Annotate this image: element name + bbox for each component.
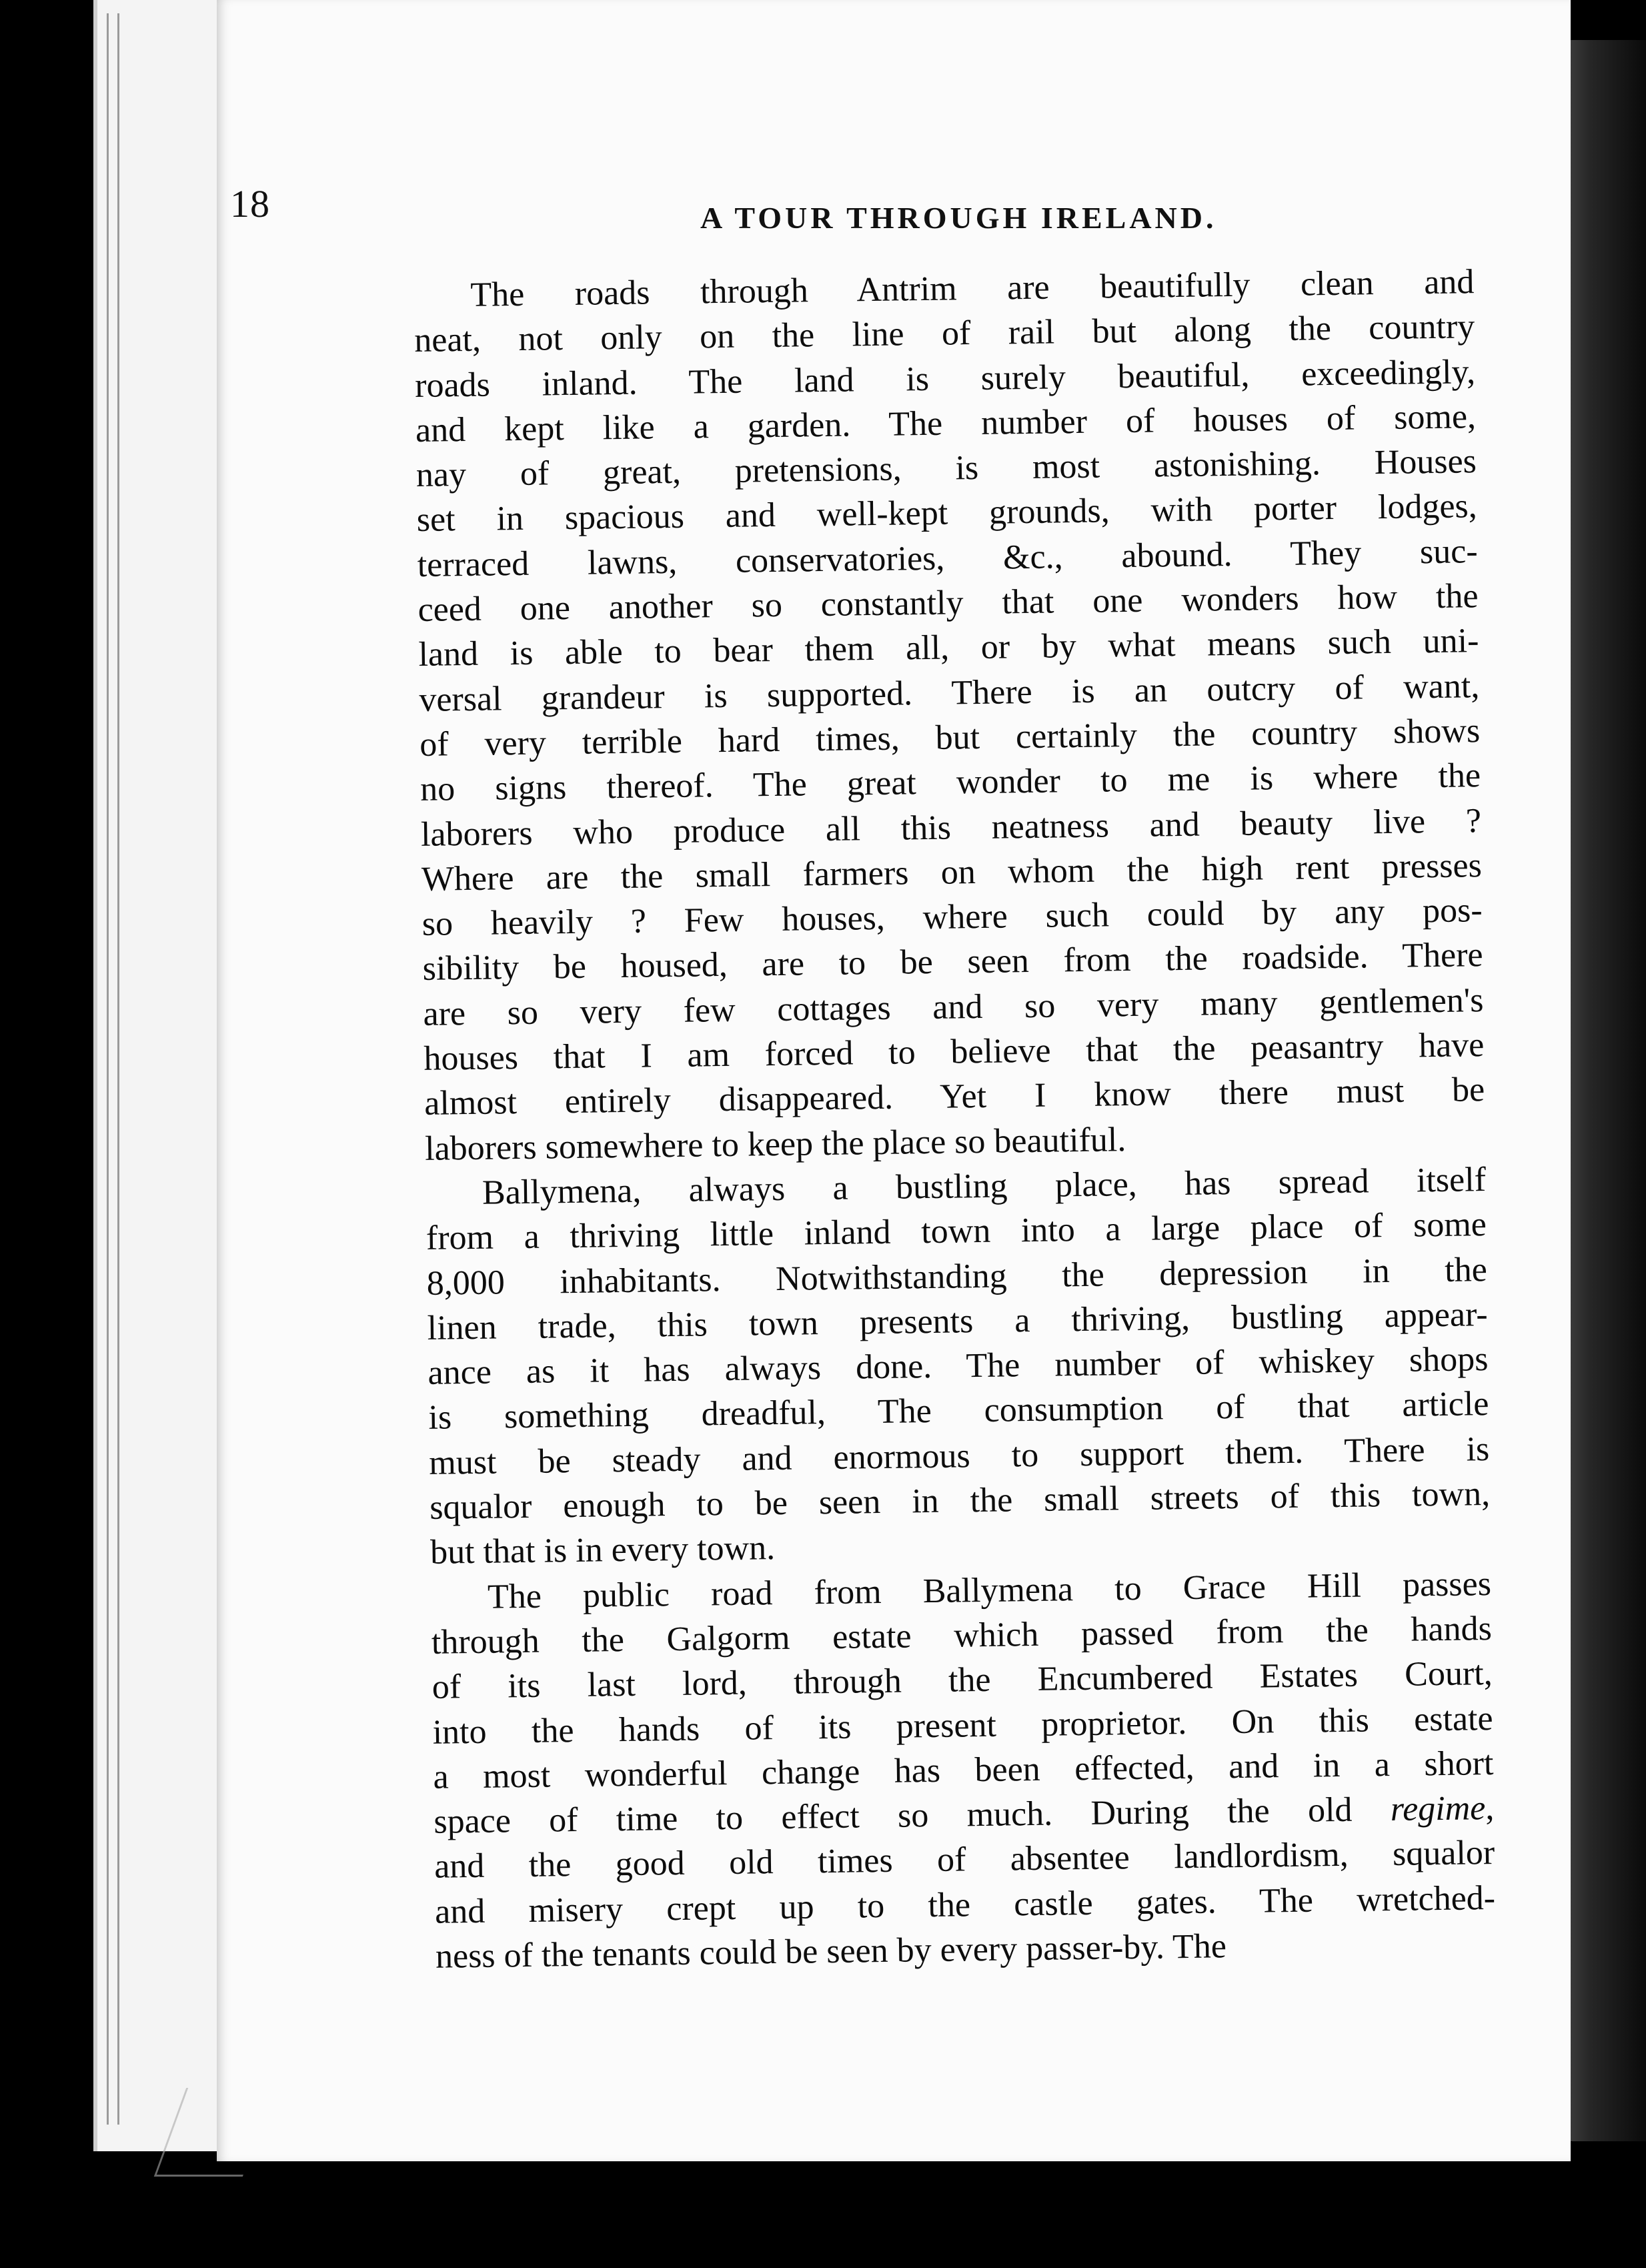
text-line: of very terrible hard times, but certainly the country shows xyxy=(419,712,1481,764)
text-line: and the good old times of absentee landlordism, squalor xyxy=(434,1834,1495,1886)
text-line: land is able to bear them all, or by what means such uni- xyxy=(418,622,1479,674)
text-line: so heavily ? Few houses, where such could by any pos- xyxy=(422,891,1483,944)
text-line: from a thriving little inland town into a large place of some xyxy=(426,1205,1487,1258)
text-line: and misery crept up to the castle gates. The wretched- xyxy=(434,1878,1496,1931)
text-line: The public road from Ballymena to Grace Hill passes xyxy=(487,1564,1492,1616)
text-line: nay of great, pretensions, is most astonishing. Houses xyxy=(416,442,1477,495)
text-line: Where are the small farmers on whom the high rent presses xyxy=(421,846,1483,899)
text-line: must be steady and enormous to support them. There is xyxy=(428,1430,1490,1482)
text-line: almost entirely disappeared. Yet I know there must be xyxy=(424,1071,1485,1123)
text-line: into the hands of its present proprietor. On this estate xyxy=(432,1699,1493,1752)
text-line: ance as it has always done. The number of whiskey shops xyxy=(428,1340,1489,1392)
page-number: 18 xyxy=(230,182,270,225)
page-edge-line xyxy=(107,13,109,2125)
text-line: laborers somewhere to keep the place so beautiful. xyxy=(424,1120,1126,1168)
text-line: through the Galgorm estate which passed from the hands xyxy=(431,1609,1493,1662)
text-line: space of time to effect so much. During the old regime, xyxy=(434,1789,1495,1841)
text-line: and kept like a garden. The number of houses of some, xyxy=(415,398,1477,450)
text-line: ness of the tenants could be seen by every passer-by. The xyxy=(435,1927,1227,1976)
running-title: A TOUR THROUGH IRELAND. xyxy=(700,201,1217,235)
text-line: are so very few cottages and so very many gentlemen's xyxy=(423,981,1484,1033)
text-line: of its last lord, through the Encumbered Estates Court, xyxy=(432,1654,1493,1707)
text-line: linen trade, this town presents a thriving, bustling appear- xyxy=(427,1295,1488,1347)
text-line: versal grandeur is supported. There is an outcry of want, xyxy=(418,666,1480,719)
paragraph-2 xyxy=(426,1157,1491,1575)
text-line: The roads through Antrim are beautifully clean and xyxy=(470,263,1475,314)
paragraph-3 xyxy=(431,1562,1497,1979)
text-line: neat, not only on the line of rail but along the country xyxy=(414,308,1475,360)
text-line: no signs thereof. The great wonder to me is where the xyxy=(420,756,1481,809)
text-line: squalor enough to be seen in the small streets of this town, xyxy=(429,1475,1491,1527)
text-line: but that is in every town. xyxy=(430,1529,776,1572)
text-line: set in spacious and well-kept grounds, with porter lodges, xyxy=(416,487,1478,540)
text-line: 8,000 inhabitants. Notwithstanding the depression in the xyxy=(426,1250,1488,1303)
text-line: Ballymena, always a bustling place, has spread itself xyxy=(482,1161,1487,1212)
text-line: ceed one another so constantly that one wonders how the xyxy=(418,577,1479,630)
text-line: terraced lawns, conservatories, &c., abound. They suc- xyxy=(417,532,1478,584)
text-line: laborers who produce all this neatness and beauty live ? xyxy=(420,801,1482,854)
body-text xyxy=(414,259,1496,1979)
text-line: a most wonderful change has been effected, and in a short xyxy=(433,1744,1494,1796)
page-edge-line xyxy=(117,13,119,2125)
text-line: houses that I am forced to believe that the peasantry have xyxy=(424,1026,1485,1078)
text-line: sibility be housed, are to be seen from the roadside. There xyxy=(422,936,1483,989)
text-line: roads inland. The land is surely beautiful, exceedingly, xyxy=(414,352,1476,405)
text-line: is something dreadful, The consumption of that article xyxy=(428,1385,1489,1438)
paragraph-1 xyxy=(414,259,1485,1171)
